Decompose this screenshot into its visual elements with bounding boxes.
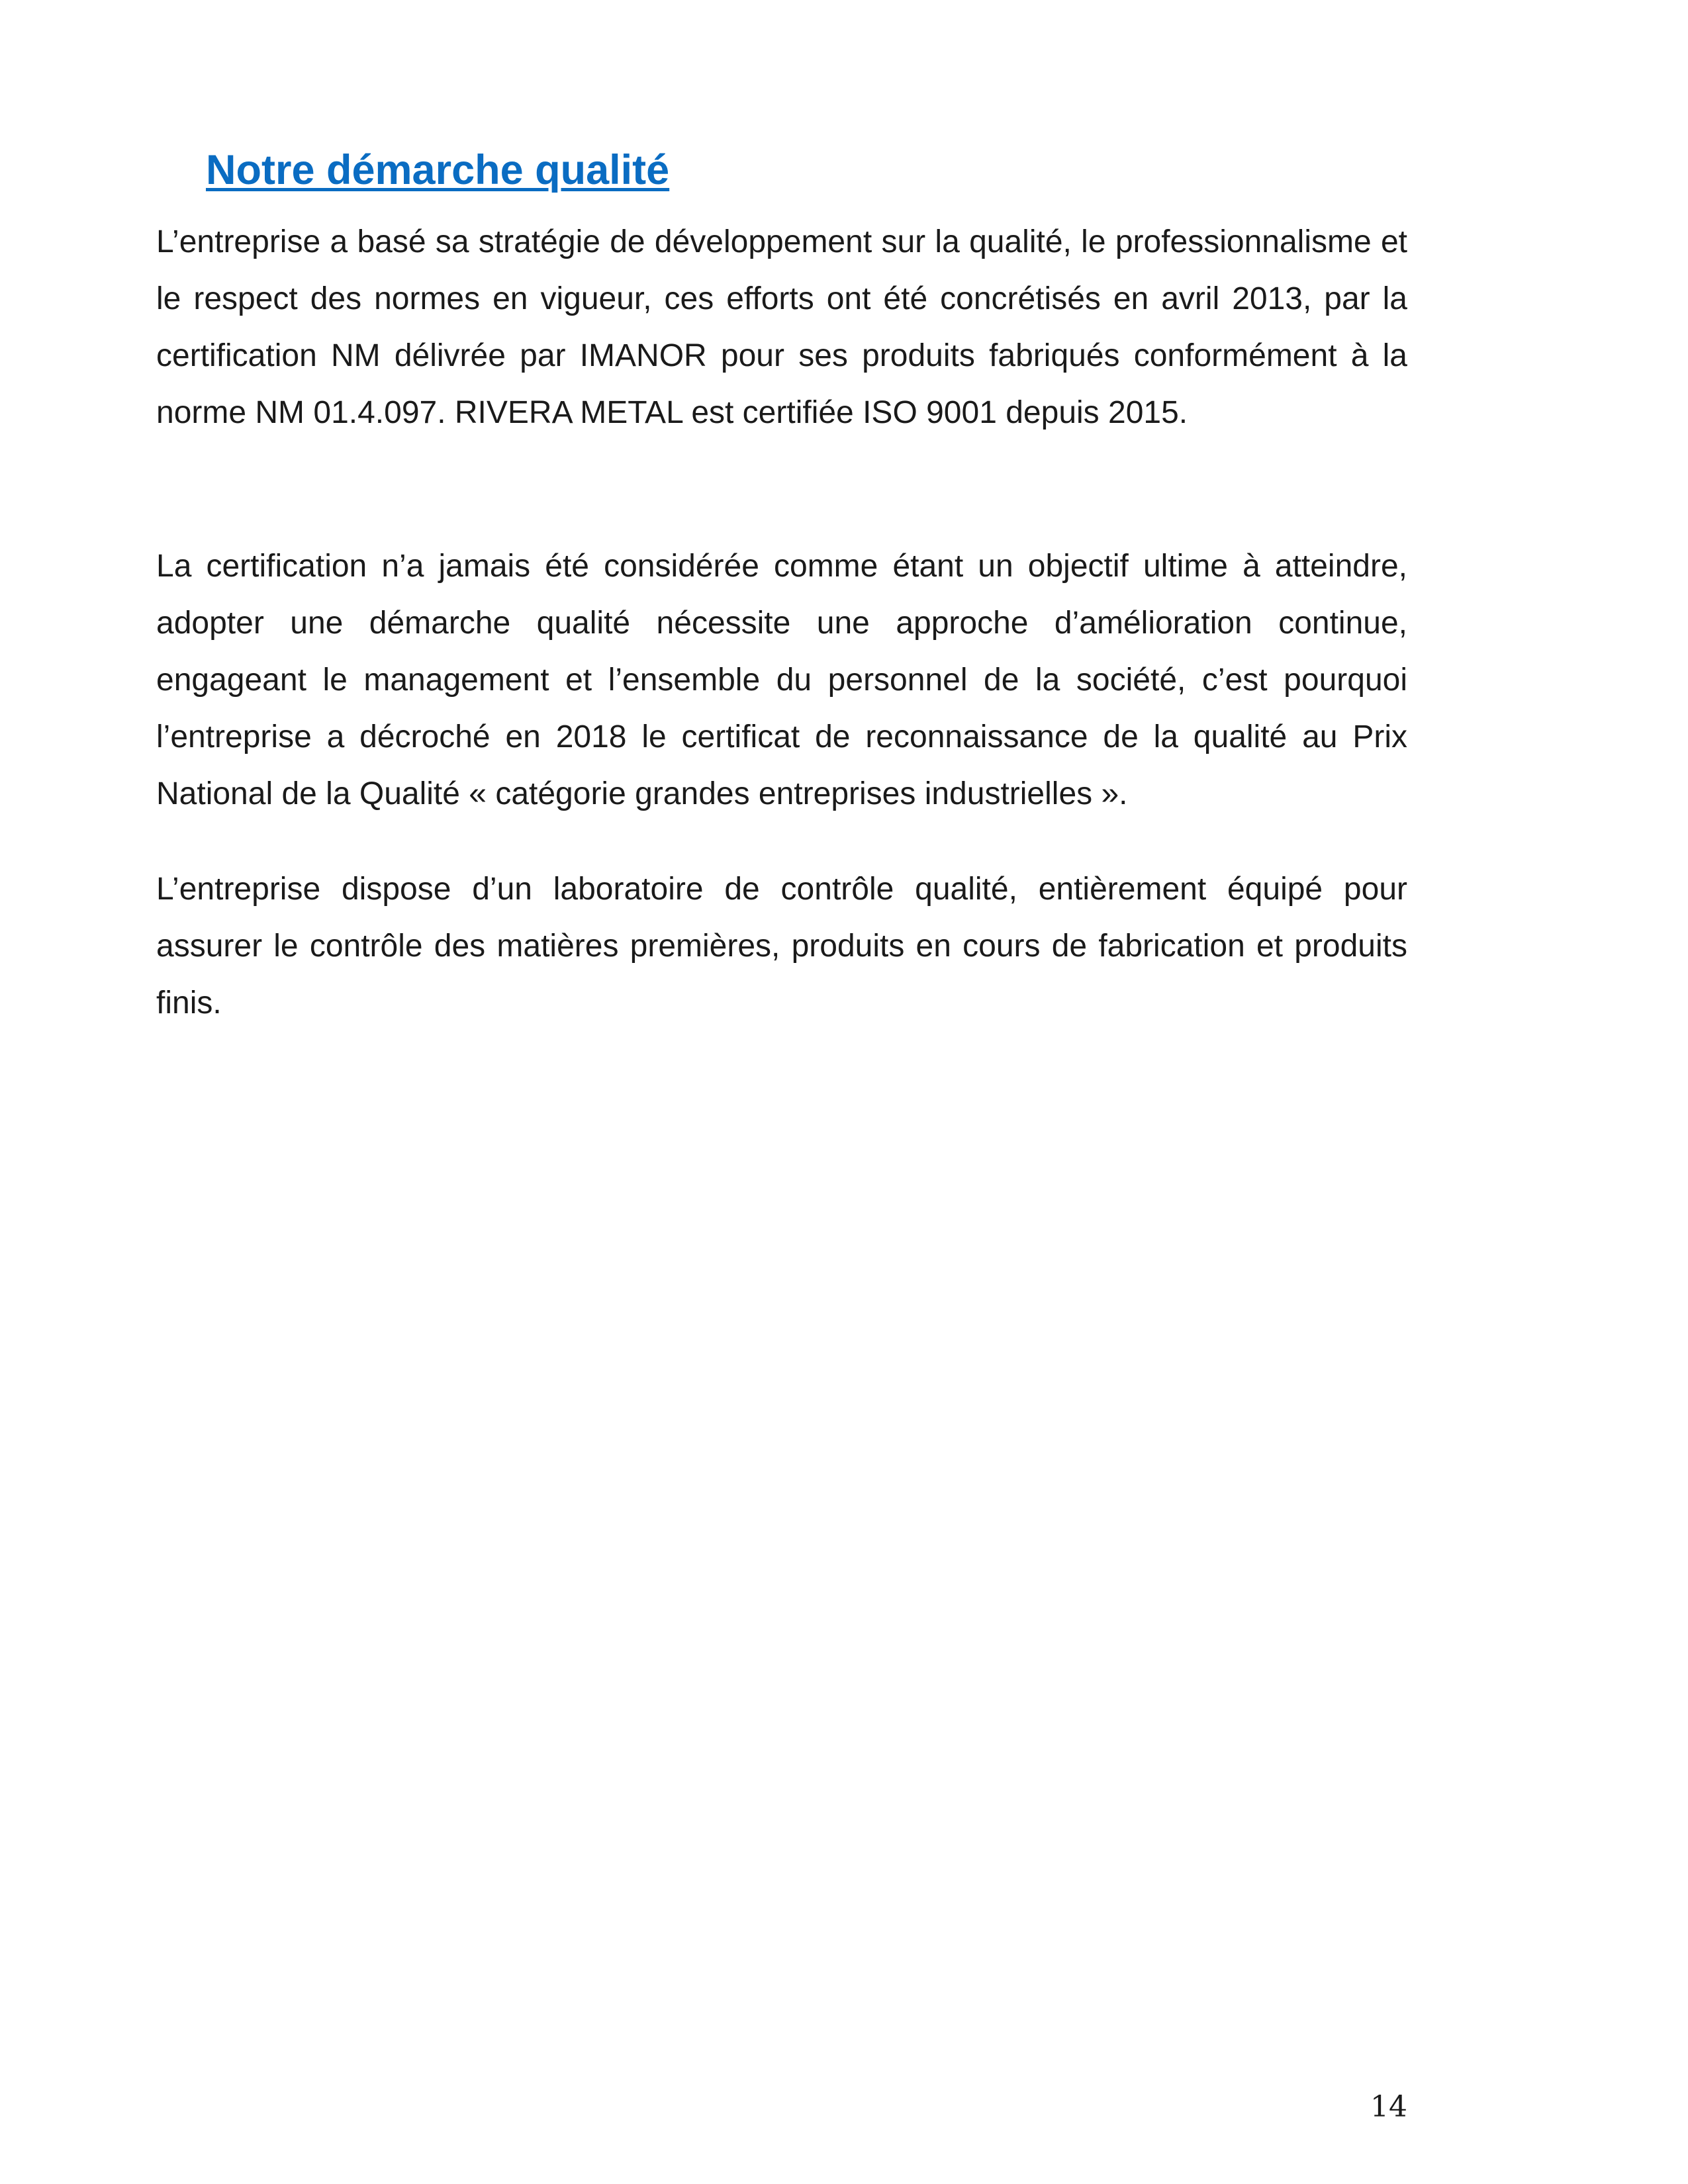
page-number: 14: [1370, 2090, 1407, 2124]
paragraph-quality-strategy: L’entreprise a basé sa stratégie de développement sur la qualité, le professionnalisme et le respect des normes en vigueur, ces efforts ont été concrétisés en avril 2013, par la certification NM délivrée par IMANOR pour ses produits fabriqués conformément à la norme NM 01.4.097. RIVERA METAL est certifiée ISO 9001 depuis 2015.: [156, 224, 1407, 430]
paragraph-certification: La certification n’a jamais été considérée comme étant un objectif ultime à atteindre, adopter une démarche qualité nécessite une approche d’amélioration continue, engageant le management et l’ensemble du personnel de la société, c’est pourquoi l’entreprise a décroché en 2018 le certificat de reconnaissance de la qualité au Prix National de la Qualité « catégorie grandes entreprises industrielles ».: [156, 549, 1407, 811]
paragraph-laboratory: L’entreprise dispose d’un laboratoire de contrôle qualité, entièrement équipé pour assurer le contrôle des matières premières, produits en cours de fabrication et produits finis.: [156, 872, 1407, 1021]
section-title: Notre démarche qualité: [206, 147, 670, 193]
